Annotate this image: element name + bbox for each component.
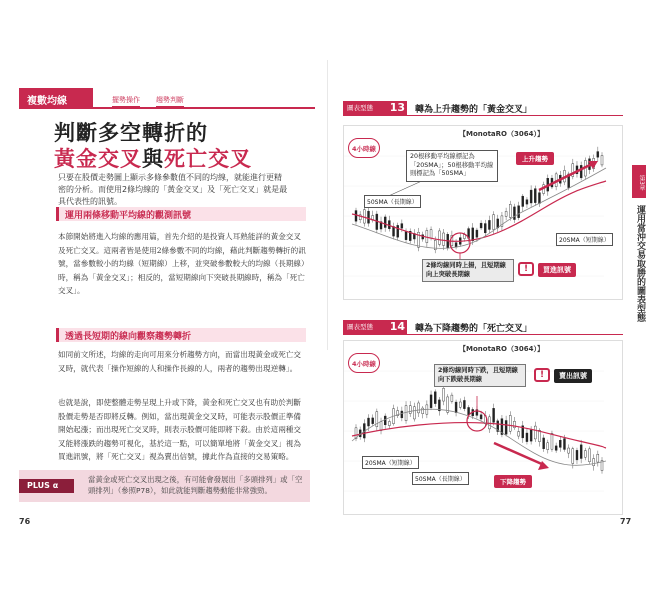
candle-body <box>597 152 599 158</box>
candle-body <box>455 243 457 248</box>
candle-body <box>505 420 507 434</box>
candle-body <box>522 196 524 206</box>
figure1-period-badge: 4小時線 <box>348 138 380 158</box>
candle-body <box>518 206 520 218</box>
figure2-header <box>343 320 623 336</box>
candle-body <box>434 392 436 404</box>
candle-body <box>472 228 474 241</box>
candle-body <box>384 416 386 425</box>
candle-body <box>513 207 515 220</box>
figure1-alert-icon: ! <box>518 262 534 276</box>
candle-body <box>601 156 603 165</box>
figure1-number: 13 <box>389 101 405 114</box>
candle-body <box>576 450 578 460</box>
candle-body <box>509 204 511 217</box>
figure1-title: 轉為上升趨勢的「黃金交叉」 <box>415 105 533 115</box>
figure2-period-badge: 4小時線 <box>348 353 380 373</box>
candle-body <box>588 449 590 462</box>
figure2-title: 轉為下降趨勢的「死亡交叉」 <box>415 324 533 334</box>
figure1-underline <box>343 115 623 116</box>
candle-body <box>455 402 457 413</box>
candle-body <box>488 220 490 229</box>
intro-text: 只要在股價走勢圖上顯示多條參數值不同的均線，就能進行更精密的分析。而使用2條均線的「黃金交叉」及「死亡交叉」就是最具代表性的訊號。 <box>58 173 288 206</box>
section-tab: 複數均線 <box>19 88 93 108</box>
candle-body <box>547 443 549 450</box>
candle-body <box>597 454 599 462</box>
figure2-chart <box>343 340 623 515</box>
title-and: 與 <box>142 147 164 171</box>
candle-body <box>551 433 553 449</box>
page-number-right: 77 <box>620 517 632 526</box>
figure1-buy-signal: 買進訊號 <box>538 263 576 277</box>
figure1-badge <box>343 101 407 115</box>
candle-body <box>393 226 395 236</box>
candle-body <box>380 422 382 431</box>
candle-body <box>388 421 390 425</box>
plus-label: PLUS α <box>19 479 74 493</box>
chapter-side-text: 運用當沖交易取勝的圖表型態 <box>635 205 645 322</box>
section1-paragraph: 本節開始將進入均線的應用篇，首先介紹的是投資人耳熟能詳的黃金交叉及死亡交叉。這兩者皆是使用2條參數不同的均線，藉此判斷趨勢轉折的訊號，當參數較小的均線（短期線）上移，並突破參數較大的均線（長期線）時，稱為「黃金交叉」；相反的，當短期線向下突破長期線時，稱為「死亡交叉」。 <box>58 232 306 296</box>
page-number-left: 76 <box>19 517 31 526</box>
candle-body <box>526 200 528 204</box>
candle-body <box>568 448 570 453</box>
title-death-cross: 死亡交叉 <box>164 147 252 171</box>
candle-body <box>509 415 511 431</box>
candle-body <box>355 211 357 222</box>
figure2-short-line-label: 20SMA（短期線） <box>362 456 419 469</box>
tag-swing-trading: 擺勢操作 <box>112 95 140 107</box>
candle-body <box>401 224 403 229</box>
candle-body <box>555 446 557 450</box>
figure1-long-line-label: 50SMA（長期線） <box>364 195 421 208</box>
section2-heading: 透過長短期的線向觀察趨勢轉折 <box>56 328 306 342</box>
plus-tip-text: 當黃金或死亡交叉出現之後，有可能會發展出「多頭排列」或「空頭排列」（參照P78），如此就能判斷趨勢動能非常強勁。 <box>88 475 303 495</box>
figure2-alert-icon: ! <box>534 368 550 382</box>
candle-body <box>493 408 495 422</box>
page-gutter <box>327 60 328 350</box>
candle-body <box>409 406 411 414</box>
candle-body <box>580 445 582 459</box>
figure2-sell-signal: 賣出訊號 <box>554 369 592 383</box>
candle-body <box>493 215 495 230</box>
candle-body <box>463 235 465 239</box>
candle-body <box>534 426 536 439</box>
section1-heading: 運用兩條移動平均線的觀測訊號 <box>56 207 306 221</box>
candle-body <box>593 459 595 466</box>
figure1-chart-name: 【MonotaRO（3064）】 <box>459 130 544 138</box>
chapter-side-tab: 第3章 <box>632 165 646 198</box>
candle-body <box>534 189 536 203</box>
candle-body <box>376 412 378 427</box>
candle-body <box>584 451 586 458</box>
candle-body <box>443 388 445 401</box>
candle-body <box>368 211 370 223</box>
figure2-badge-text: 圖表型態 <box>347 323 373 331</box>
figure1-chart <box>343 125 623 300</box>
candle-body <box>443 233 445 245</box>
candle-body <box>413 407 415 419</box>
figure2-long-sma-line <box>352 423 606 448</box>
candle-body <box>405 232 407 240</box>
candle-body <box>368 418 370 426</box>
candle-body <box>530 430 532 441</box>
candle-body <box>430 395 432 408</box>
candle-body <box>480 415 482 419</box>
candle-body <box>526 433 528 442</box>
candle-body <box>363 210 365 223</box>
candle-body <box>572 449 574 464</box>
candle-body <box>543 438 545 449</box>
figure2-underline <box>343 334 623 335</box>
section2-paragraph1: 如同前文所述，均線的走向可用來分析趨勢方向，而當出現黃金或死亡交叉時，就代表「操作短線的人和操作長線的人，兩者的趨勢出現逆轉」。 <box>58 350 301 373</box>
figure1-sma-callout: 20根移動平均線標記為「20SMA」；50根移動平均線則標記為「50SMA」 <box>406 150 498 182</box>
candle-body <box>505 211 507 216</box>
page-title-line2 <box>54 143 252 173</box>
figure1-trend-label: 上升趨勢 <box>516 152 554 165</box>
figure2-long-line-label: 50SMA（長期線） <box>412 472 469 485</box>
figure2-number: 14 <box>389 320 405 333</box>
figure2-badge <box>343 320 407 334</box>
candle-body <box>418 403 420 413</box>
title-golden-cross: 黃金交叉 <box>54 147 142 171</box>
candle-body <box>438 231 440 245</box>
figure2-cross-callout: 2條均線同時下跌，且短期線向下跌破長期線 <box>434 364 526 387</box>
candle-body <box>480 223 482 228</box>
candle-body <box>476 230 478 237</box>
figure1-badge-text: 圖表型態 <box>347 104 373 112</box>
candle-body <box>518 432 520 436</box>
candle-body <box>430 230 432 238</box>
section2-paragraph2: 也就是說，即使整體走勢呈現上升或下降，黃金和死亡交叉也有助於判斷股價走勢是否即將反轉。例如，當出現黃金交叉時，可能表示股價正準備開始起漲；而出現死亡交叉時，則表示股價可能即將下殺。由於這兩種交叉能將漲跌的趨勢可視化，基於這一點，可以簡單地將「黃金交叉」視為買進訊號，將「死亡交叉」視為賣出信號，據此作為直接的交易策略。 <box>58 398 301 462</box>
candle-body <box>401 411 403 418</box>
section-tab-rule <box>19 107 315 109</box>
figure1-short-line-label: 20SMA（短期線） <box>556 233 613 246</box>
candle-body <box>530 190 532 203</box>
candle-body <box>372 418 374 424</box>
candle-body <box>451 395 453 401</box>
figure1-header <box>343 101 623 117</box>
figure2-trend-label: 下降趨勢 <box>494 475 532 488</box>
candle-body <box>459 402 461 407</box>
candle-body <box>484 224 486 233</box>
tag-trend-judgement: 趨勢判斷 <box>156 95 184 107</box>
candle-body <box>538 193 540 204</box>
candle-body <box>580 165 582 177</box>
candle-body <box>559 440 561 447</box>
candle-body <box>563 439 565 450</box>
candle-body <box>397 225 399 237</box>
figure2-chart-name: 【MonotaRO（3064）】 <box>459 345 544 353</box>
candle-body <box>405 406 407 421</box>
page-title-line1: 判斷多空轉折的 <box>54 121 208 145</box>
candle-body <box>463 400 465 408</box>
figure1-cross-callout: 2條均線同時上揚，且短期線向上突破長期線 <box>422 259 514 282</box>
candle-body <box>384 217 386 228</box>
candle-body <box>422 408 424 414</box>
